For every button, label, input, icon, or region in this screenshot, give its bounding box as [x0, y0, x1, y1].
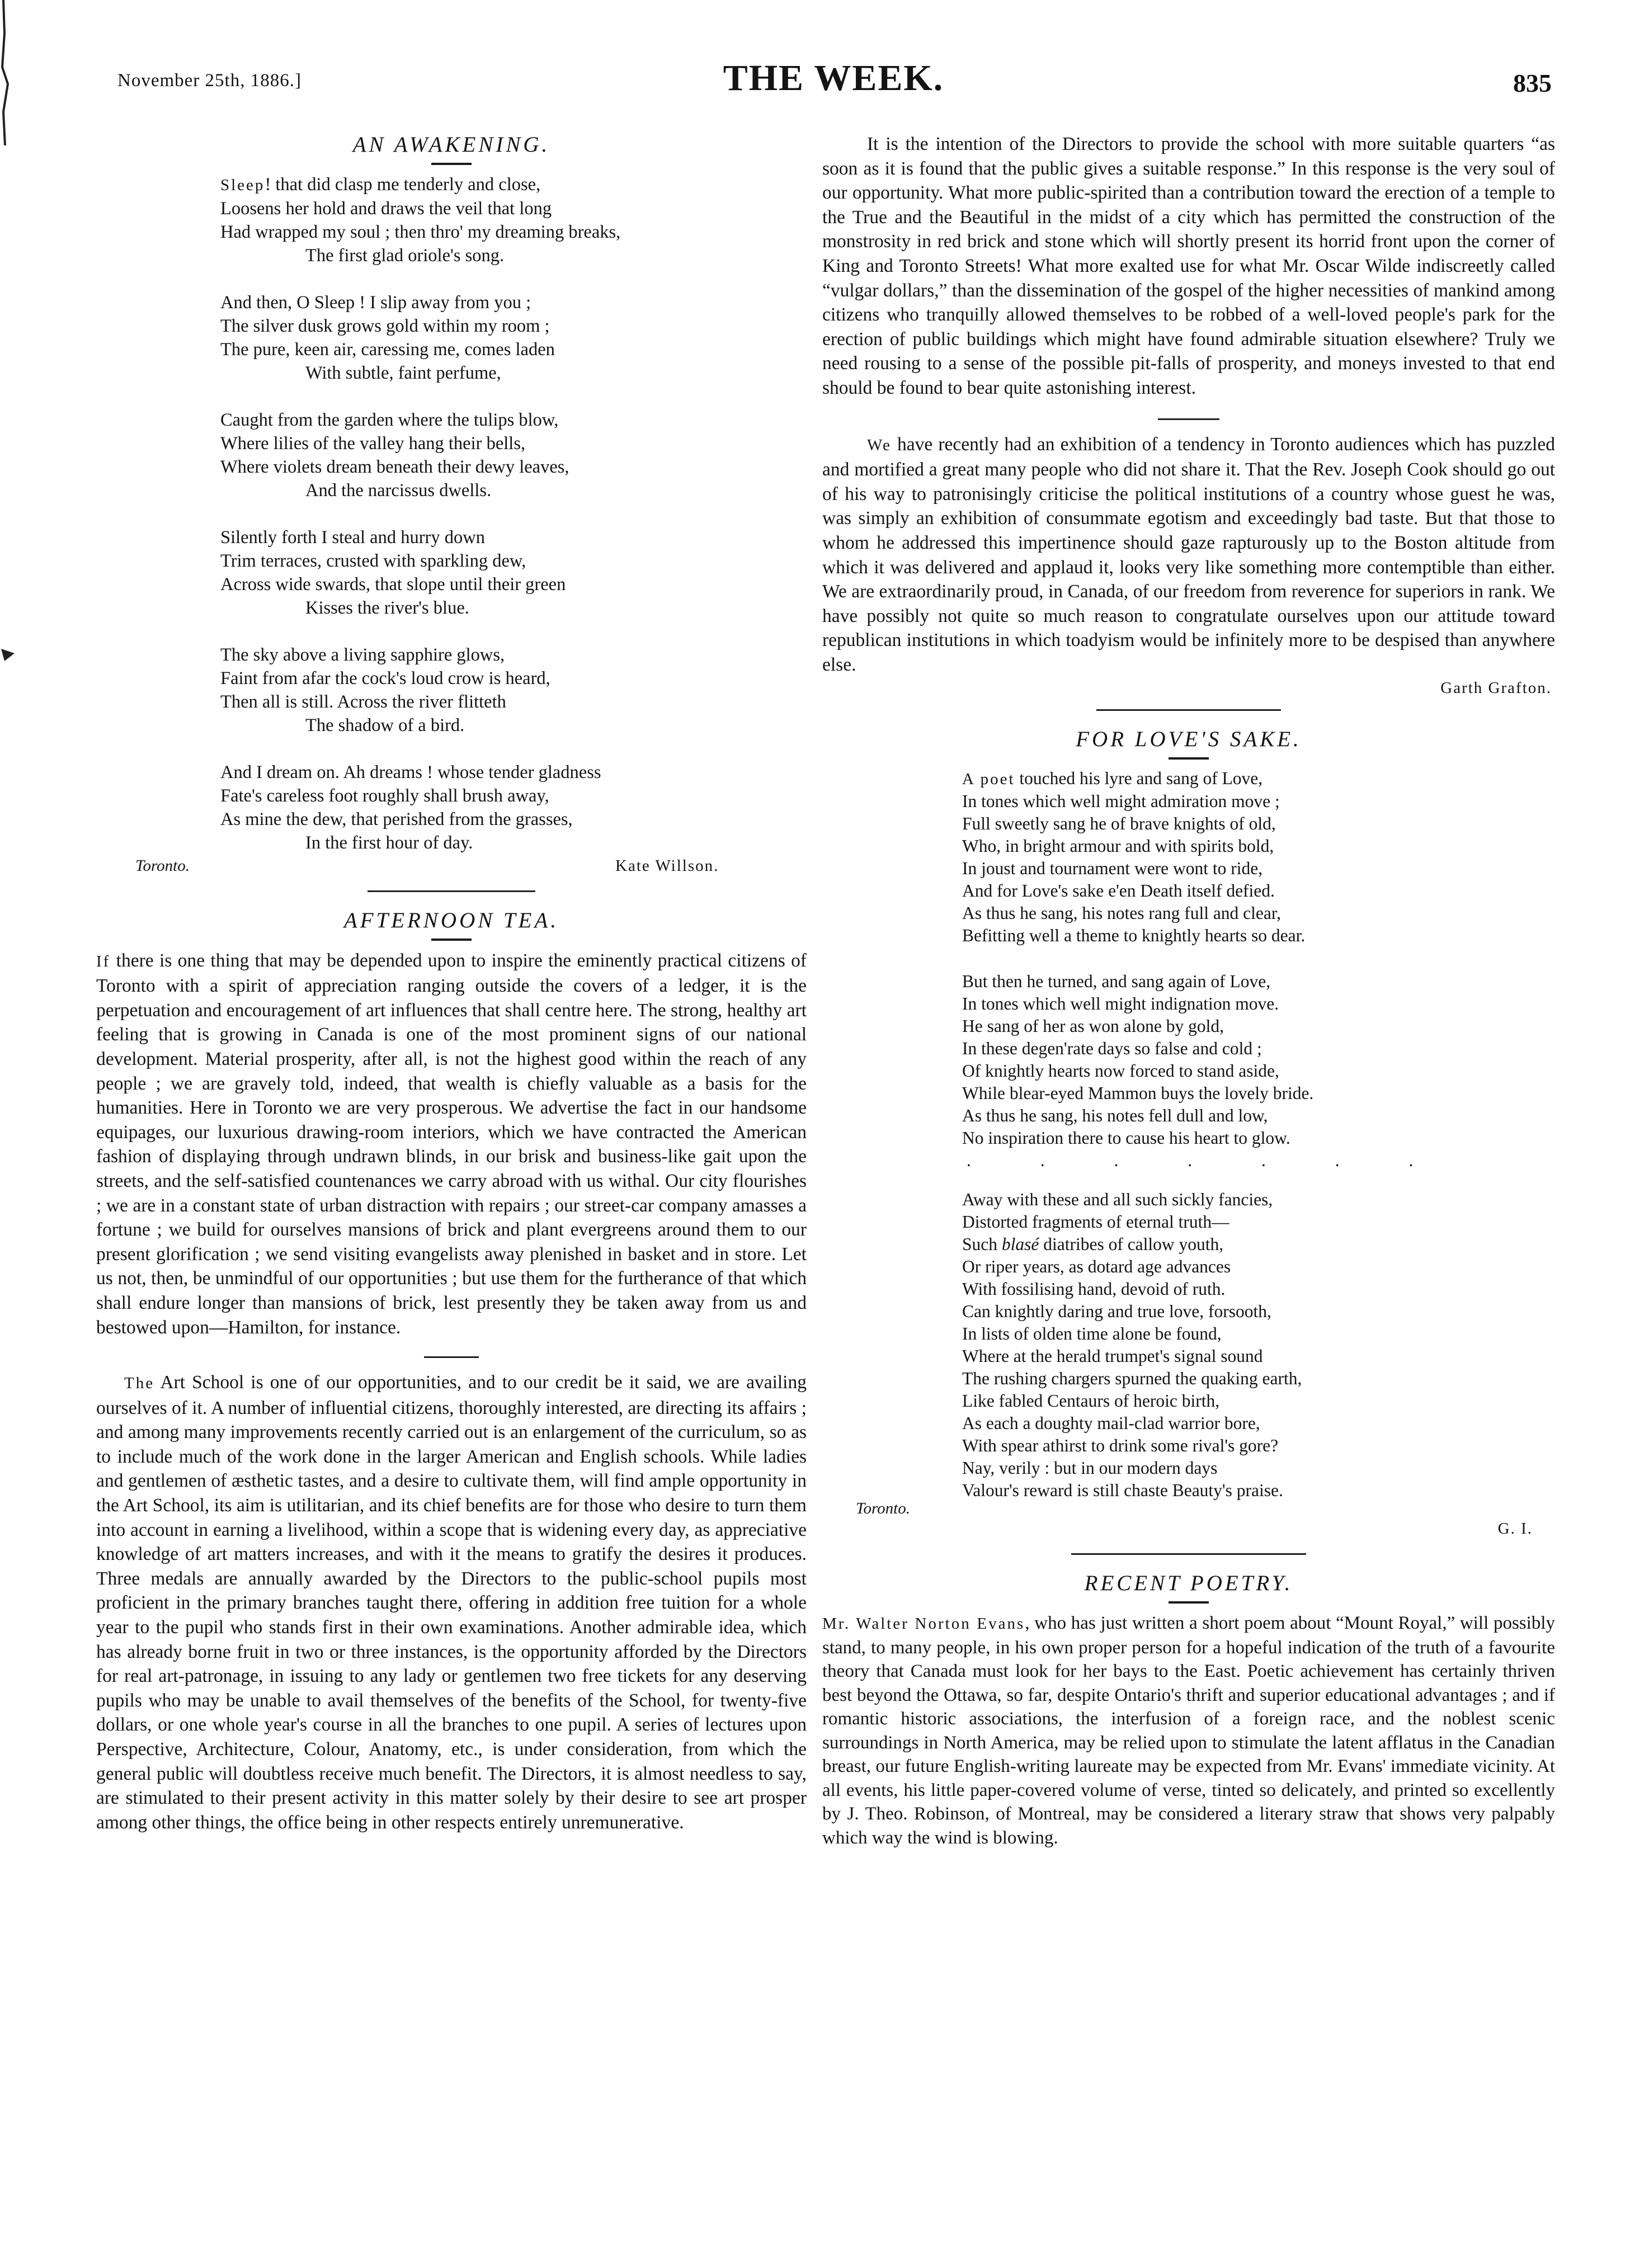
right-column [822, 132, 1555, 1850]
poem-line: In tones which well might admiration move ; [962, 791, 1280, 812]
title-underline [1169, 757, 1209, 760]
poem-line: The first glad oriole's song. [305, 245, 505, 266]
poem-line: Away with these and all such sickly fancies, [962, 1190, 1273, 1210]
poem-line: Then all is still. Across the river flitteth [220, 691, 506, 712]
paragraph-separator [424, 1356, 479, 1358]
poem-title-for-loves-sake: FOR LOVE'S SAKE. [1076, 727, 1302, 752]
drop-word: The [124, 1374, 155, 1393]
drop-word: Mr. Walter Norton Evans [822, 1615, 1025, 1633]
poem-signature [822, 1500, 1555, 1538]
binding-edge-mark [0, 638, 17, 671]
poem-line: As thus he sang, his notes fell dull and low, [962, 1106, 1268, 1126]
poem-stanza [962, 767, 1555, 947]
left-column [96, 132, 807, 1835]
poem-line: The rushing chargers spurned the quaking earth, [962, 1369, 1302, 1389]
poem-line: Or riper years, as dotard age advances [962, 1257, 1231, 1277]
issue-date: November 25th, 1886.] [117, 70, 301, 91]
poem-line: Silently forth I steal and hurry down [220, 527, 485, 548]
poem-line: Befitting well a theme to knightly hearts so dear. [962, 926, 1306, 946]
poem-line [962, 1233, 1555, 1256]
poem-line: Trim terraces, crusted with sparkling dew, [220, 550, 526, 571]
article-paragraph [96, 949, 807, 1340]
poem-title-an-awakening: AN AWAKENING. [352, 133, 550, 157]
article-signature [822, 679, 1555, 704]
poem-line: He sang of her as won alone by gold, [962, 1016, 1224, 1036]
poem-line: Where lilies of the valley hang their bells, [220, 433, 526, 454]
poem-stanza [220, 408, 807, 502]
poem-signature [96, 857, 807, 881]
poem-line: Loosens her hold and draws the veil that long [220, 198, 552, 219]
poem-line: Like fabled Centaurs of heroic birth, [962, 1391, 1220, 1411]
drop-word: If [96, 952, 111, 970]
article-paragraph [822, 432, 1555, 677]
page-number: 835 [1513, 69, 1552, 97]
poem-line: But then he turned, and sang again of Love, [962, 972, 1271, 992]
poem-line: In these degen'rate days so false and cold ; [962, 1039, 1262, 1059]
poem-line: And for Love's sake e'en Death itself defied. [962, 881, 1275, 901]
paragraph-text: Art School is one of our opportunities, and to our credit be it said, we are availing ourselves of it. A number of influential citizens, thoroughly interested, are directing its affairs ; and among many improvements recently carried out is an enlargement of the curriculum, so as to include much of the work done in the larger American and English schools. While ladies and gentlemen of æsthetic tastes, and a desire to cultivate them, will find ample opportunity in the Art School, its aim is utilitarian, and its chief benefits are for those who desire to turn them into account in earning a livelihood, within a scope that is widening every day, as appreciative knowledge of art matters increases, and with it the means to gratify the desires it produces. Three medals are annually awarded by the Directors to the public-school pupils most proficient in the primary branches taught there, offering in addition free tuition for a whole year to the pupil who stands first in their own examinations. Another admirable idea, which has already borne fruit in two or three instances, is the opportunity afforded by the Directors for real art-patronage, in issuing to any lady or gentlemen two free tickets for any deserving pupils who may be unable to avail themselves of the benefits of the School, for twenty-five dollars, or one whole year's course in all the branches to one pupil. A series of lectures upon Perspective, Architecture, Colour, Anatomy, etc., is under consideration, from which the general public will doubtless receive much benefit. The Directors, it is almost needless to say, are stimulated to their present activity in this matter solely by their desire to see art prosper among other things, the office being in other respects entirely unremunerative. [96, 1372, 807, 1833]
drop-word: A poet [962, 770, 1015, 789]
poem-line: Fate's careless foot roughly shall brush away, [220, 785, 549, 806]
section-separator [1071, 1553, 1306, 1555]
poem-stanza [220, 291, 807, 385]
poem-line: Full sweetly sang he of brave knights of old, [962, 814, 1276, 834]
signature-place: Toronto. [856, 1500, 910, 1518]
poem-line: In the first hour of day. [305, 832, 473, 853]
paragraph-separator [1158, 418, 1219, 420]
poem-line: With subtle, faint perfume, [305, 362, 501, 383]
section-separator [1096, 709, 1281, 711]
article-paragraph [822, 1611, 1555, 1850]
poem-line: And then, O Sleep ! I slip away from you ; [220, 292, 531, 313]
line-text: ! that did clasp me tenderly and close, [265, 174, 541, 195]
poem-stanza [220, 173, 807, 267]
title-underline [431, 163, 472, 165]
signature-author: Garth Grafton. [1440, 679, 1552, 697]
poem-line: Who, in bright armour and with spirits bold, [962, 836, 1274, 856]
poem-line: Where at the herald trumpet's signal sound [962, 1346, 1263, 1366]
poem-for-loves-sake [962, 767, 1555, 1502]
poem-line: The pure, keen air, caressing me, comes laden [220, 339, 555, 360]
poem-line: The shadow of a bird. [305, 715, 465, 735]
article-title-recent-poetry: RECENT POETRY. [1084, 1571, 1293, 1596]
line-text: Such [962, 1234, 1002, 1255]
poem-line: In tones which well might indignation move. [962, 994, 1279, 1014]
poem-line: As thus he sang, his notes rang full and clear, [962, 903, 1281, 923]
newspaper-title: THE WEEK. [723, 58, 944, 98]
title-underline [431, 939, 472, 941]
section-separator [368, 890, 535, 892]
poem-stanza [220, 643, 807, 737]
poem-stanza [962, 1189, 1555, 1502]
poem-line: As each a doughty mail-clad warrior bore, [962, 1413, 1260, 1434]
line-text: touched his lyre and sang of Love, [1015, 768, 1263, 789]
paragraph-text: there is one thing that may be depended upon to inspire the eminently practical citizens of Toronto with a spirit of appreciation ranging outside the covers of a ledger, it is the perpetuation and encouragement of art influences that shall centre here. The strong, healthy art feeling that is growing in Canada is one of the most prominent signs of our national development. Material prosperity, after all, is not the highest good within the reach of any people ; we are gravely told, indeed, that wealth is chiefly valuable as a basis for the humanities. Here in Toronto we are very prosperous. We advertise the fact in our handsome equipages, our luxurious drawing-room interiors, which we have contracted the American fashion of displaying through undrawn blinds, in our brisk and business-like gait upon the streets, and the self-satisfied countenances we carry abroad with us withal. Our city flourishes ; we are in a constant state of urban distraction with repairs ; our street-car company amasses a fortune ; we build for ourselves mansions of brick and plant evergreens around them to our present glorification ; we send visiting evangelists away plenished in basket and in store. Let us not, then, be unmindful of our opportunities ; but use them for the furtherance of that which shall endure longer than mansions of brick, lest presently they be taken away from us and bestowed upon—Hamilton, for instance. [96, 950, 807, 1338]
poem-line: Faint from afar the cock's loud crow is heard, [220, 668, 550, 689]
poem-line: Nay, verily : but in our modern days [962, 1458, 1218, 1478]
poem-line: Of knightly hearts now forced to stand aside, [962, 1061, 1279, 1081]
line-text: diatribes of callow youth, [1039, 1234, 1224, 1255]
italic-word: blasé [1001, 1234, 1039, 1255]
poem-line: Where violets dream beneath their dewy leaves, [220, 456, 569, 477]
poem-line: With spear athirst to drink some rival's gore? [962, 1436, 1279, 1456]
poem-line: And I dream on. Ah dreams ! whose tender gladness [220, 762, 601, 782]
binding-edge-mark [0, 0, 17, 145]
signature-place: Toronto. [135, 856, 190, 875]
masthead [106, 54, 1561, 115]
poem-line: Valour's reward is still chaste Beauty's praise. [962, 1480, 1283, 1501]
poem-stanza [962, 970, 1555, 1172]
poem-line: And the narcissus dwells. [305, 480, 492, 501]
poem-line: The sky above a living sapphire glows, [220, 644, 505, 665]
ellipsis-row: . . . . . . . [967, 1150, 1446, 1171]
poem-line: While blear-eyed Mammon buys the lovely bride. [962, 1083, 1314, 1104]
signature-author: G. I. [1497, 1520, 1533, 1538]
signature-author: Kate Willson. [615, 856, 719, 875]
drop-word: We [867, 436, 892, 454]
title-underline [1169, 1601, 1209, 1604]
drop-word: Sleep [220, 176, 265, 194]
article-paragraph [96, 1370, 807, 1835]
poem-line: Across wide swards, that slope until their green [220, 574, 566, 595]
poem-line: Kisses the river's blue. [305, 597, 469, 618]
poem-line: Caught from the garden where the tulips blow, [220, 409, 559, 430]
paragraph-text: have recently had an exhibition of a tendency in Toronto audiences which has puzzled and mortified a great many people who did not share it. That the Rev. Joseph Cook should go out of his way to patronisingly criticise the political institutions of a country whose guest he was, was simply an exhibition of consummate egotism and exceedingly bad taste. But that those to whom he addressed this impertinence should gaze rapturously up to the Boston altitude from which it was delivered and applaud it, looks very like something more contemptible than either. We are extraordinarily proud, in Canada, of our freedom from reverence for superiors in rank. We have possibly not quite so much reason to congratulate ourselves upon our attitude toward republican institutions in which toadyism would be infinitely more to be despised than anywhere else. [822, 433, 1555, 675]
poem-line: As mine the dew, that perished from the grasses, [220, 809, 573, 829]
poem-line: In lists of olden time alone be found, [962, 1324, 1222, 1344]
article-title-afternoon-tea: AFTERNOON TEA. [343, 908, 559, 932]
poem-line: The silver dusk grows gold within my room ; [220, 315, 550, 336]
poem-line: Had wrapped my soul ; then thro' my dreaming breaks, [220, 221, 621, 242]
poem-line: In joust and tournament were wont to ride, [962, 859, 1263, 879]
poem-line: Can knightly daring and true love, forsooth, [962, 1302, 1271, 1322]
poem-stanza [220, 526, 807, 620]
poem-line [962, 767, 1555, 790]
poem-stanza [220, 761, 807, 855]
poem-line: No inspiration there to cause his heart to glow. [962, 1128, 1290, 1148]
poem-line: With fossilising hand, devoid of ruth. [962, 1279, 1226, 1299]
poem-an-awakening [220, 173, 807, 855]
paragraph-text: , who has just written a short poem about “Mount Royal,” will possibly stand, to many people, in his own proper person for a hopeful indication of the truth of a favourite theory that Canada must look for her bays to the East. Poetic achievement has certainly thriven best beyond the Ottawa, so far, despite Ontario's thrift and superior educational advantages ; and if romantic historic associations, the interfusion of a foreign race, and the noblest scenic surroundings in North America, may be relied upon to stimulate the latent afflatus in the Canadian breast, our future English-writing laureate may be expected from Mr. Evans' immediate vicinity. At all events, his little paper-covered volume of verse, tinted so delicately, and printed so excellently by J. Theo. Robinson, of Montreal, may be considered a literary straw that shows very palpably which way the wind is blowing. [822, 1613, 1555, 1848]
poem-line [220, 173, 807, 197]
article-paragraph: It is the intention of the Directors to provide the school with more suitable quarters “as soon as it is found that the public gives a suitable response.” In this response is the very soul of our opportunity. What more public-spirited than a contribution toward the erection of a temple to the True and the Beautiful in the midst of a city which has permitted the construction of the monstrosity in red brick and stone which will shortly present its horrid front upon the corner of King and Toronto Streets! What more exalted use for what Mr. Oscar Wilde indiscreetly called “vulgar dollars,” than the dissemination of the gospel of the higher necessities of mankind among citizens who tranquilly allowed themselves to be robbed of a well-loved people's park for the erection of public buildings which might have found admirable situation elsewhere? Truly we need rousing to a sense of the possible pit-falls of prosperity, and moneys invested to that end should be found to bear quite astonishing interest. [822, 134, 1555, 398]
poem-line: Distorted fragments of eternal truth— [962, 1212, 1229, 1232]
